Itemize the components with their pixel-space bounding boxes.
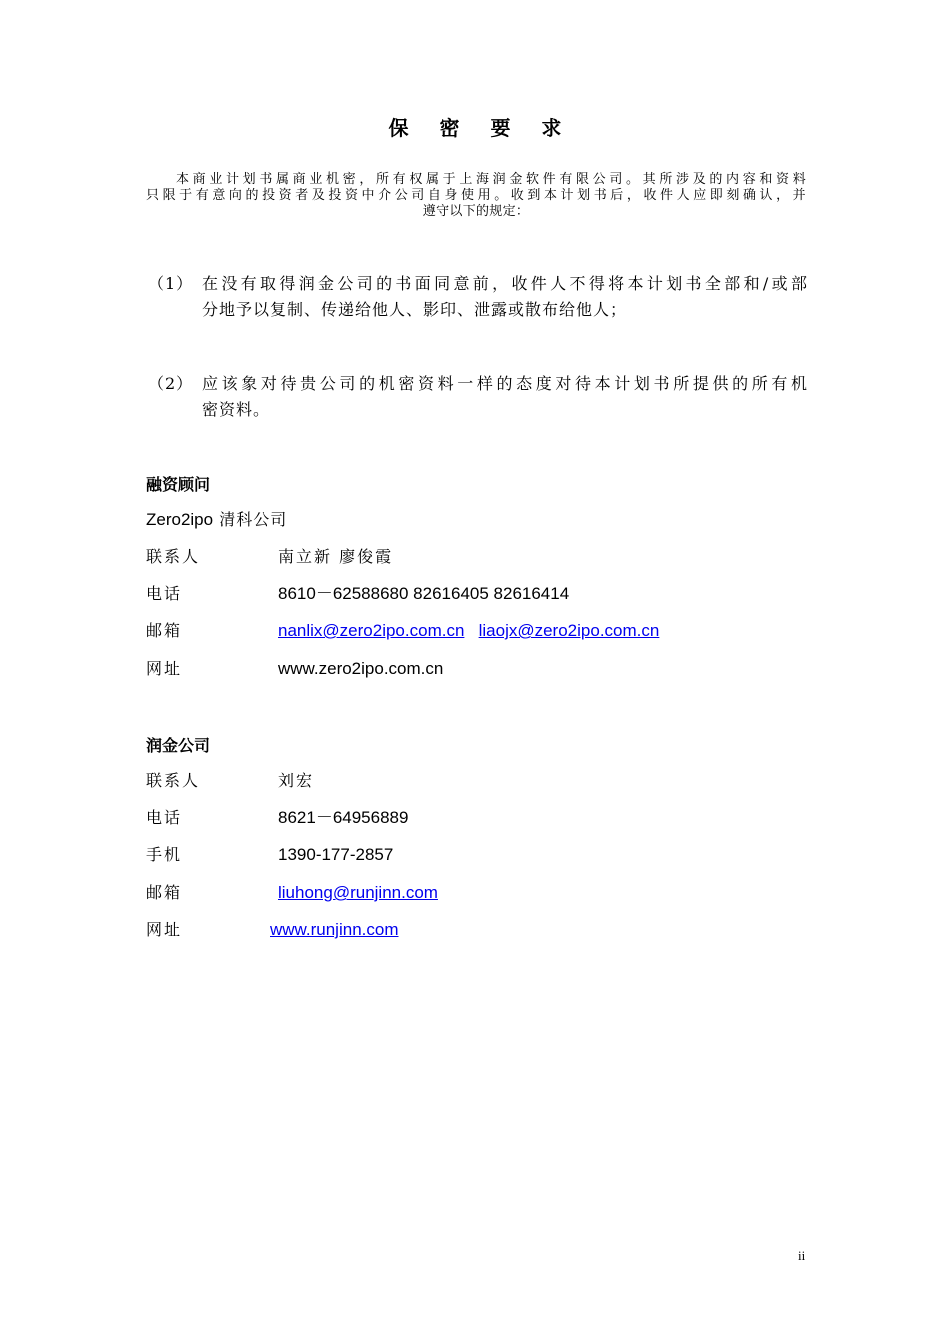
clause-line: 分地予以复制、传递给他人、影印、泄露或散布给他人； (202, 300, 628, 319)
clause-1 (148, 271, 808, 323)
phone-value: 8610－62588680 82616405 82616414 (278, 584, 570, 603)
clause-text (202, 271, 808, 323)
contact-label: 联系人 (146, 547, 201, 566)
mobile-label: 手机 (146, 845, 183, 864)
advisor-company (146, 508, 287, 532)
contact-label: 联系人 (146, 771, 201, 790)
email-label: 邮箱 (146, 883, 183, 902)
email-values (278, 619, 659, 643)
page-number: ii (798, 1248, 806, 1263)
email-label: 邮箱 (146, 621, 183, 640)
contact-value: 南立新 廖俊霞 (278, 547, 394, 566)
web-label: 网址 (146, 659, 183, 678)
intro-line: 只限于有意向的投资者及投资中介公司自身使用。收到本计划书后，收件人应即刻确认，并 (146, 188, 806, 203)
clause-2 (148, 371, 808, 423)
email-link-liuhong[interactable]: liuhong@runjinn.com (278, 883, 438, 902)
phone-label: 电话 (146, 808, 183, 827)
email-link-nanlix[interactable]: nanlix@zero2ipo.com.cn (278, 621, 465, 640)
email-link-liaojx[interactable]: liaojx@zero2ipo.com.cn (478, 621, 660, 640)
intro-line: 遵守以下的规定： (422, 204, 530, 219)
web-label: 网址 (146, 920, 183, 939)
intro-line: 本商业计划书属商业机密，所有权属于上海润金软件有限公司。其所涉及的内容和资料 (176, 172, 806, 187)
runjin-heading: 润金公司 (146, 736, 211, 755)
page-title: 保 密 要 求 (388, 116, 574, 140)
clause-number: （1） (148, 274, 194, 293)
intro-paragraph (146, 172, 806, 220)
advisor-company-en: Zero2ipo (146, 510, 214, 529)
phone-label: 电话 (146, 584, 183, 603)
mobile-value: 1390-177-2857 (278, 845, 394, 864)
clause-line: 在没有取得润金公司的书面同意前，收件人不得将本计划书全部和/或部 (202, 274, 808, 293)
clause-line: 密资料。 (202, 400, 271, 419)
clause-line: 应该象对待贵公司的机密资料一样的态度对待本计划书所提供的所有机 (202, 374, 808, 393)
clause-number: （2） (148, 374, 194, 393)
phone-value: 8621－64956889 (278, 808, 409, 827)
advisor-heading: 融资顾问 (146, 475, 211, 494)
web-link-runjinn[interactable]: www.runjinn.com (270, 920, 399, 939)
web-value: www.zero2ipo.com.cn (278, 659, 444, 678)
clause-text (202, 371, 808, 423)
contact-value: 刘宏 (278, 771, 315, 790)
advisor-company-zh: 清科公司 (213, 510, 288, 529)
